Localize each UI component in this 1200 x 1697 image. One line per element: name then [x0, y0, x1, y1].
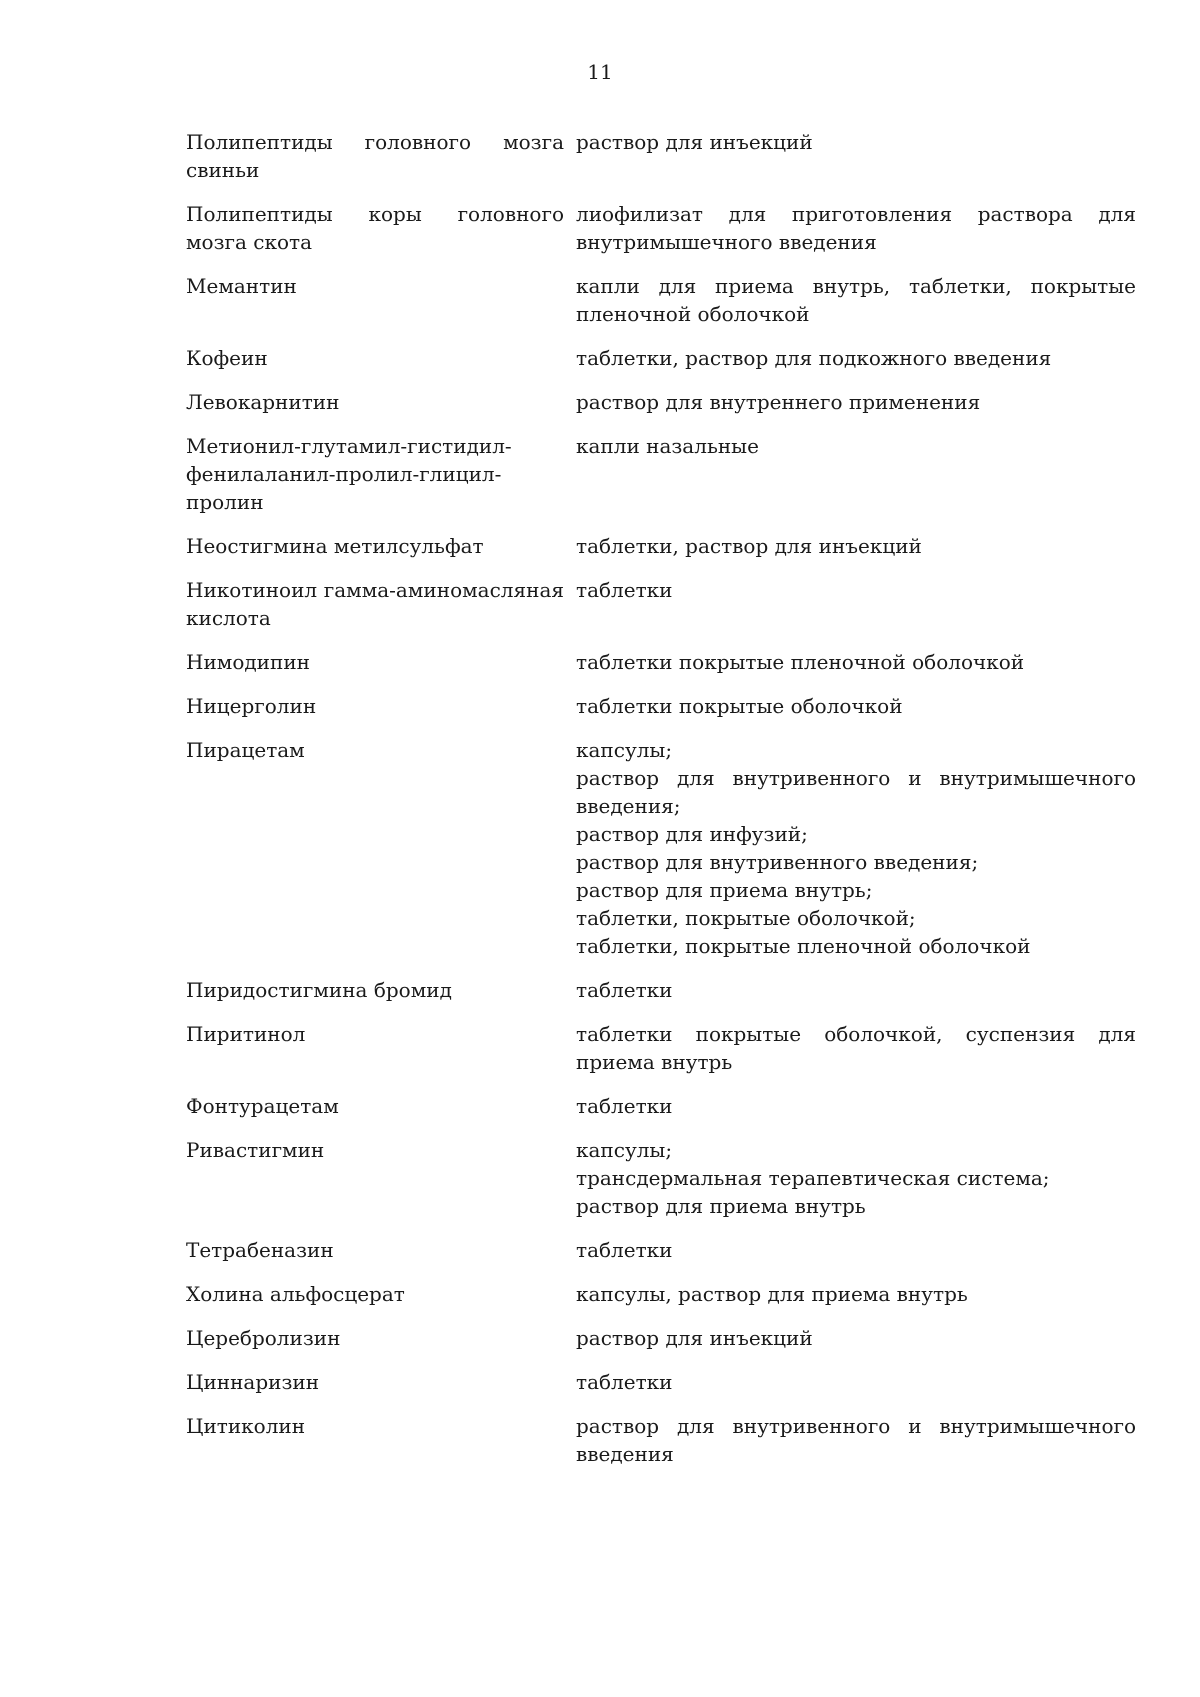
drug-form: таблетки	[576, 1238, 673, 1262]
drug-row	[186, 128, 1136, 184]
drug-name: Цитиколин	[186, 1414, 306, 1438]
drug-name: Церебролизин	[186, 1326, 341, 1350]
drug-form: капсулы; трансдермальная терапевтическая система; раствор для приема внутрь	[576, 1138, 1050, 1218]
drug-name: Полипептиды коры головного мозга скота	[186, 202, 564, 254]
drug-name: Полипептиды головного мозга свиньи	[186, 130, 564, 182]
drug-row	[186, 1324, 1136, 1352]
drug-row	[186, 432, 1136, 516]
drug-name: Пиритинол	[186, 1022, 306, 1046]
drug-form: таблетки покрытые оболочкой	[576, 694, 903, 718]
drug-row	[186, 1020, 1136, 1076]
drug-row	[186, 648, 1136, 676]
drug-row	[186, 1092, 1136, 1120]
drug-name: Нимодипин	[186, 650, 311, 674]
drug-name: Неостигмина метилсульфат	[186, 534, 484, 558]
drug-row	[186, 200, 1136, 256]
drug-name: Метионил-глутамил-гистидил-фенилаланил-пролил-глицил-пролин	[186, 434, 512, 514]
drug-row	[186, 1236, 1136, 1264]
drug-name: Кофеин	[186, 346, 268, 370]
drug-form: раствор для инъекций	[576, 130, 813, 154]
drug-row	[186, 388, 1136, 416]
drug-name: Тетрабеназин	[186, 1238, 334, 1262]
drug-name: Ницерголин	[186, 694, 317, 718]
drug-form: таблетки покрытые оболочкой, суспензия для приема внутрь	[576, 1022, 1136, 1074]
drug-name: Мемантин	[186, 274, 297, 298]
drug-form: раствор для внутреннего применения	[576, 390, 981, 414]
drug-name: Никотиноил гамма-аминомасляная кислота	[186, 578, 564, 630]
drug-row	[186, 976, 1136, 1004]
drug-form: капсулы; раствор для внутривенного и внутримышечного введения; раствор для инфузий; раствор для внутривенного введения; раствор для приема внутрь; таблетки, покрытые оболочкой; таблетки, покрытые пленочной оболочкой	[576, 738, 1136, 958]
drug-form: капли для приема внутрь, таблетки, покрытые пленочной оболочкой	[576, 274, 1136, 326]
drug-form: таблетки	[576, 578, 673, 602]
drug-name: Циннаризин	[186, 1370, 320, 1394]
drug-name: Холина альфосцерат	[186, 1282, 405, 1306]
drug-form: таблетки покрытые пленочной оболочкой	[576, 650, 1025, 674]
drug-row	[186, 576, 1136, 632]
drug-row	[186, 1412, 1136, 1468]
drug-row	[186, 692, 1136, 720]
page-number: 11	[587, 60, 613, 84]
drug-row	[186, 532, 1136, 560]
drug-form: таблетки, раствор для инъекций	[576, 534, 922, 558]
drug-form: капсулы, раствор для приема внутрь	[576, 1282, 968, 1306]
drug-form: лиофилизат для приготовления раствора для внутримышечного введения	[576, 202, 1136, 254]
drug-form: таблетки	[576, 978, 673, 1002]
drug-form: таблетки	[576, 1370, 673, 1394]
drug-name: Левокарнитин	[186, 390, 340, 414]
drug-form: раствор для инъекций	[576, 1326, 813, 1350]
drug-row	[186, 1280, 1136, 1308]
drug-name: Фонтурацетам	[186, 1094, 339, 1118]
drug-name: Пирацетам	[186, 738, 305, 762]
drug-form: раствор для внутривенного и внутримышечного введения	[576, 1414, 1136, 1466]
drug-list	[186, 128, 1136, 1468]
drug-name: Пиридостигмина бромид	[186, 978, 452, 1002]
drug-row	[186, 736, 1136, 960]
drug-name: Ривастигмин	[186, 1138, 325, 1162]
drug-row	[186, 1368, 1136, 1396]
drug-row	[186, 344, 1136, 372]
drug-row	[186, 1136, 1136, 1220]
drug-form: таблетки	[576, 1094, 673, 1118]
drug-row	[186, 272, 1136, 328]
drug-form: таблетки, раствор для подкожного введения	[576, 346, 1052, 370]
drug-form: капли назальные	[576, 434, 759, 458]
